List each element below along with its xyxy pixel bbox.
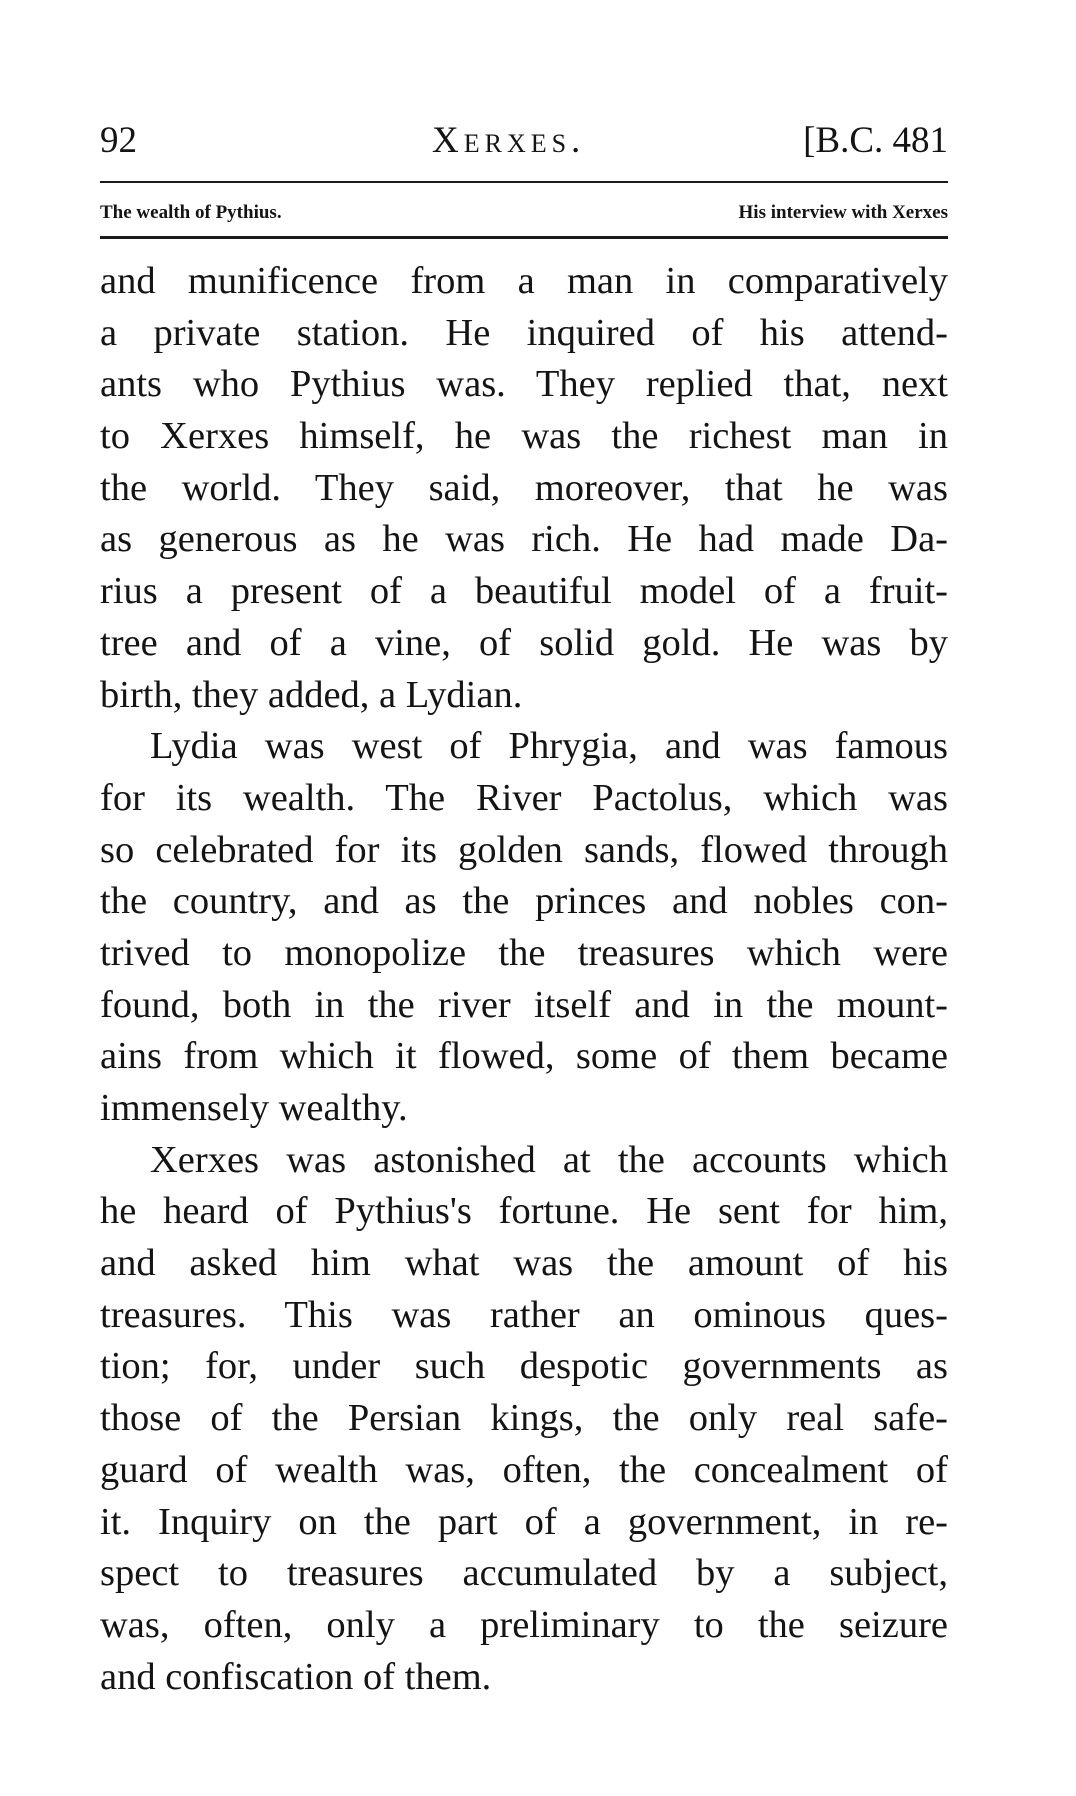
text-line: it. Inquiry on the part of a government, in re- [100,1500,948,1543]
text-line: rius a present of a beautiful model of a fruit- [100,570,948,613]
text-line: the country, and as the princes and nobles con- [100,880,948,923]
text-line: birth, they added, a Lydian. [100,673,523,716]
text-line: to Xerxes himself, he was the richest man in [100,415,948,458]
running-date: [B.C. 481 [803,120,948,161]
text-line: tree and of a vine, of solid gold. He was by [100,621,948,664]
text-line: those of the Persian kings, the only real safe- [100,1397,948,1440]
paragraph-1 [100,256,948,721]
text-line: immensely wealthy. [100,1087,408,1129]
text-line: ains from which it flowed, some of them became [100,1035,948,1078]
text-line: trived to monopolize the treasures which were [100,931,948,974]
sidenote-bar [100,199,948,227]
sidenote-left: The wealth of Pythius. [100,202,282,223]
running-title: Xerxes. [432,120,586,161]
text-line: spect to treasures accumulated by a subject, [100,1552,948,1595]
text-line: he heard of Pythius's fortune. He sent for him, [100,1190,948,1233]
text-line: as generous as he was rich. He had made Da- [100,518,948,561]
text-line: Lydia was west of Phrygia, and was famous [150,725,948,768]
text-line: guard of wealth was, often, the concealment of [100,1448,948,1491]
paragraph-3 [100,1135,948,1704]
text-line: ants who Pythius was. They replied that, next [100,363,948,406]
text-line: was, often, only a preliminary to the seizure [100,1603,948,1646]
text-line: treasures. This was rather an ominous ques- [100,1293,948,1336]
header-rule-bottom [100,236,948,239]
text-line: a private station. He inquired of his attend- [100,311,948,354]
running-header [100,118,948,168]
text-line: and asked him what was the amount of his [100,1242,948,1285]
text-line: found, both in the river itself and in the mount- [100,983,948,1026]
text-line: and munificence from a man in comparatively [100,260,948,302]
page-number: 92 [100,120,137,161]
paragraph-2 [100,721,948,1135]
text-line: and confiscation of them. [100,1655,492,1698]
text-line: tion; for, under such despotic governments as [100,1345,948,1388]
header-rule-top [100,181,948,183]
body-text [100,256,948,1703]
text-line: the world. They said, moreover, that he was [100,466,948,509]
text-line: so celebrated for its golden sands, flowed through [100,828,948,871]
text-line: Xerxes was astonished at the accounts which [150,1138,948,1181]
text-line: for its wealth. The River Pactolus, which was [100,776,948,819]
sidenote-right: His interview with Xerxes [738,202,948,223]
